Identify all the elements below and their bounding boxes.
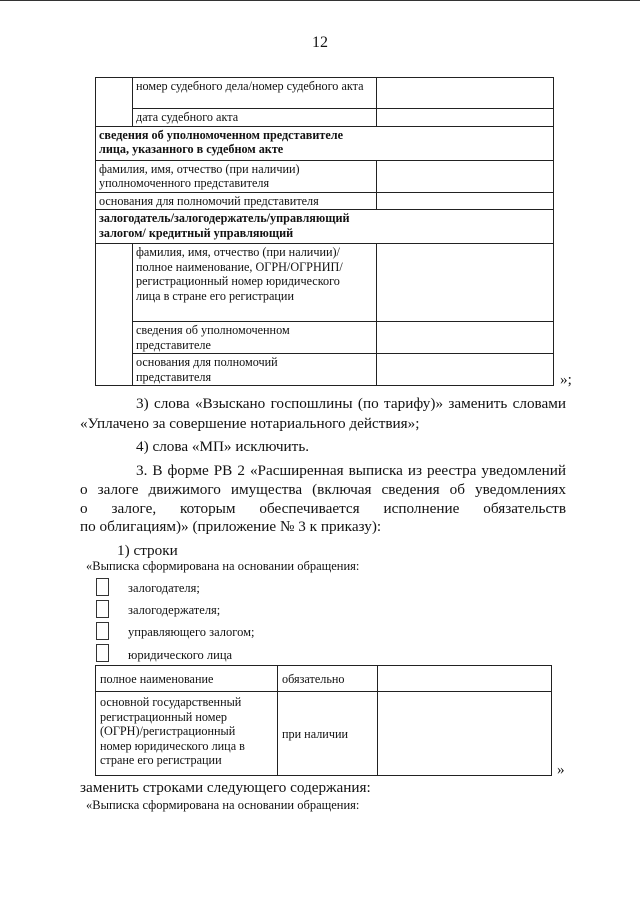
row-label: фамилия, имя, отчество (при наличии) уполномоченного представителя bbox=[96, 160, 377, 192]
section-3-line-3: о залоге, которым обеспечивается исполнение обязательств bbox=[80, 500, 566, 517]
checkbox-pledgor[interactable] bbox=[96, 578, 109, 596]
checkbox-label: залогодателя; bbox=[128, 581, 200, 595]
row-label: фамилия, имя, отчество (при наличии)/полное наименование, ОГРН/ОГРНИП/регистрационный номер юридического лица в стране его регистрации bbox=[133, 244, 377, 322]
field-name: полное наименование bbox=[96, 666, 278, 692]
table-section-header bbox=[96, 126, 554, 160]
paragraph-4: 4) слова «МП» исключить. bbox=[136, 438, 310, 455]
form-table-1 bbox=[95, 77, 554, 386]
row-label: основания для полномочий представителя bbox=[96, 192, 377, 210]
quote-intro: «Выписка сформирована на основании обращения: bbox=[86, 559, 360, 573]
checkbox-pledgee[interactable] bbox=[96, 600, 109, 618]
row-value bbox=[377, 354, 554, 386]
field-value bbox=[378, 692, 552, 776]
section-header: сведения об уполномоченном представителе лица, указанного в судебном акте bbox=[96, 126, 554, 160]
scan-top-edge bbox=[0, 0, 640, 1]
row-value bbox=[377, 109, 554, 127]
row-value bbox=[377, 322, 554, 354]
row-value bbox=[377, 78, 554, 109]
paragraph-3-line-1: 3) слова «Взыскано госпошлины (по тарифу)» заменить словами bbox=[136, 395, 566, 412]
form-table-2 bbox=[95, 665, 552, 776]
subitem-1: 1) строки bbox=[117, 542, 178, 559]
indent-cell bbox=[96, 244, 133, 386]
row-value bbox=[377, 244, 554, 322]
section-3-line-1: 3. В форме РВ 2 «Расширенная выписка из реестра уведомлений bbox=[136, 462, 566, 479]
table-row bbox=[96, 354, 554, 386]
section-header: залогодатель/залогодержатель/управляющий залогом/ кредитный управляющий bbox=[96, 210, 554, 244]
table-row bbox=[96, 322, 554, 354]
field-name: основной государственный регистрационный номер (ОГРН)/регистрационный номер юридического лица в стране его регистрации bbox=[96, 692, 278, 776]
table-row bbox=[96, 160, 554, 192]
table-row bbox=[96, 692, 552, 776]
table-row bbox=[96, 192, 554, 210]
closing-quote-2: » bbox=[557, 761, 565, 778]
field-value bbox=[378, 666, 552, 692]
checkbox-label: юридического лица bbox=[128, 648, 233, 662]
field-requirement: обязательно bbox=[278, 666, 378, 692]
row-label: номер судебного дела/номер судебного акта bbox=[133, 78, 377, 109]
page-number: 12 bbox=[312, 34, 328, 51]
row-label: основания для полномочий представителя bbox=[133, 354, 377, 386]
paragraph-3-line-2: «Уплачено за совершение нотариального действия»; bbox=[80, 415, 420, 432]
section-3-line-4: по облигациям)» (приложение № 3 к приказу): bbox=[80, 518, 382, 535]
indent-cell bbox=[96, 78, 133, 127]
row-value bbox=[377, 192, 554, 210]
checkbox-pledge-manager[interactable] bbox=[96, 622, 109, 640]
table-row bbox=[96, 666, 552, 692]
checkbox-legal-entity[interactable] bbox=[96, 644, 109, 662]
table-section-header bbox=[96, 210, 554, 244]
table-row bbox=[96, 78, 554, 109]
replace-line: заменить строками следующего содержания: bbox=[80, 779, 371, 796]
table-row bbox=[96, 109, 554, 127]
row-value bbox=[377, 160, 554, 192]
table-row bbox=[96, 244, 554, 322]
closing-quote: »; bbox=[560, 371, 572, 388]
field-requirement: при наличии bbox=[278, 692, 378, 776]
row-label: дата судебного акта bbox=[133, 109, 377, 127]
quote-intro-2: «Выписка сформирована на основании обращения: bbox=[86, 798, 360, 812]
row-label: сведения об уполномоченном представителе bbox=[133, 322, 377, 354]
section-3-line-2: о залоге движимого имущества (включая сведения об уведомлениях bbox=[80, 481, 566, 498]
checkbox-label: управляющего залогом; bbox=[128, 625, 255, 639]
checkbox-label: залогодержателя; bbox=[128, 603, 221, 617]
